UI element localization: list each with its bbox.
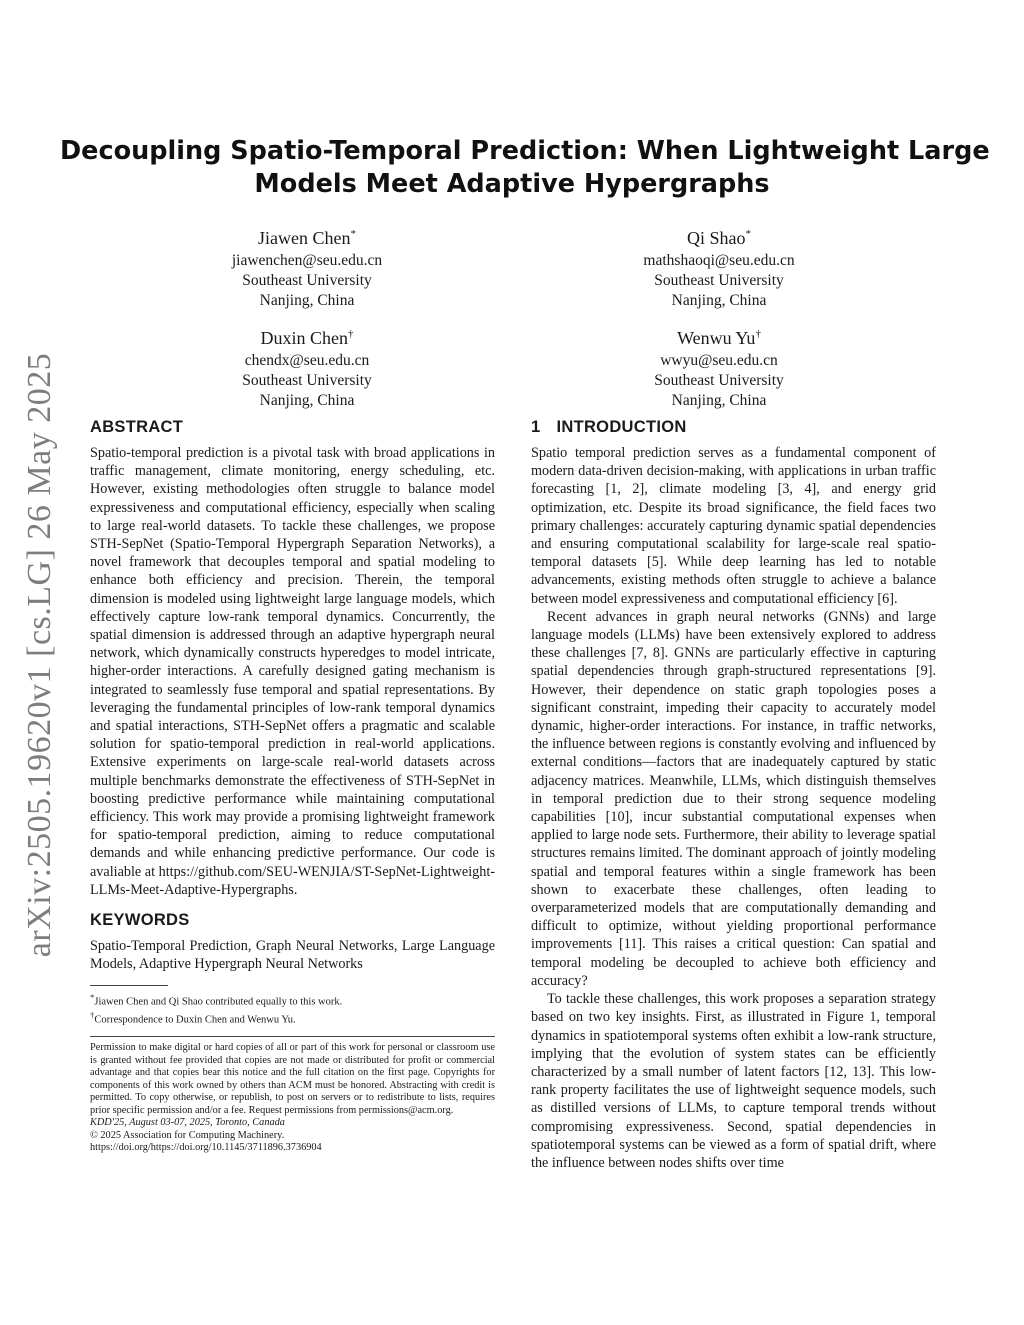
author-block-3: [157, 322, 457, 411]
introduction-heading: 1 INTRODUCTION: [531, 418, 687, 436]
abstract-heading: ABSTRACT: [90, 418, 184, 436]
footnote-correspondence: †Correspondence to Duxin Chen and Wenwu Yu.: [90, 1009, 296, 1026]
permission-text: Permission to make digital or hard copies of all or part of this work for personal or classroom use is granted without fee provided that copies are not made or distributed for profit or commercial advantage and that copies bear this notice and the full citation on the first page. Copyrights for components of this work owned by others than ACM must be honored. Abstracting with credit is permitted. To copy otherwise, or republish, to post on servers or to redistribute to lists, requires prior specific permission and/or a fee. Request permissions from permissions@acm.org.: [90, 1042, 495, 1116]
permission-rule: [90, 1036, 495, 1037]
left-column: [90, 416, 495, 1155]
author-name: Jiawen Chen*: [258, 228, 356, 248]
section-number: 1: [531, 418, 541, 436]
author-email: chendx@seu.edu.cn: [244, 352, 370, 369]
abstract-text: Spatio-temporal prediction is a pivotal task with broad applications in traffic management, climate monitoring, energy scheduling, etc. However, existing methodologies often struggle to balance model expressiveness and computational efficiency, especially when scaling to large real-world datasets. To tackle these challenges, we propose STH-SepNet (Spatio-Temporal Hypergraph Separation Networks), a novel framework that decouples temporal and spatial modeling to enhance both efficiency and precision. Therein, the temporal dimension is modeled using lightweight large language models, which effectively capture low-rank temporal dynamics. Concurrently, the spatial dimension is addressed through an adaptive hypergraph neural network, which dynamically constructs hyperedges to model intricate, higher-order interactions. A carefully designed gating mechanism is integrated to seamlessly fuse temporal and spatial representations. By leveraging the fundamental principles of low-rank temporal dynamics and spatial interactions, STH-SepNet offers a pragmatic and scalable solution for spatio-temporal prediction in real-world applications. Extensive experiments on large-scale real-world datasets across multiple benchmarks demonstrate the effectiveness of STH-SepNet in boosting predictive performance while maintaining computational efficiency. This work may provide a promising lightweight framework for spatio-temporal prediction, aiming to reduce computational demands and while enhancing predictive performance. Our code is avaliable at https://github.com/SEU-WENJIA/ST-SepNet-Lightweight-LLMs-Meet-Adaptive-Hypergraphs.: [90, 445, 495, 898]
author-email: mathshaoqi@seu.edu.cn: [643, 252, 795, 269]
intro-paragraph: To tackle these challenges, this work proposes a separation strategy based on two key insights. First, as illustrated in Figure 1, temporal dynamics in spatiotemporal systems often exhibit a low-rank structure, implying that the evolution of system states can be efficiently characterized by a small number of latent factors [12, 13]. This low-rank property facilitates the use of lightweight sequence models, such as distilled versions of LLMs, to capture temporal trends without compromising expressiveness. Second, spatial dependencies in spatiotemporal systems can be viewed as a form of spatial drift, where the influence between nodes shifts over time: [531, 991, 936, 1171]
author-affiliation: Southeast University: [654, 272, 784, 289]
keywords-section: [90, 909, 495, 973]
copyright-line: © 2025 Association for Computing Machinery.: [90, 1129, 285, 1141]
intro-paragraph: Spatio temporal prediction serves as a fundamental component of modern data-driven decision-making, with applications in urban traffic forecasting [1, 2], climate modeling [3, 4], and energy grid optimization, etc. Despite its broad significance, the field faces two primary challenges: accurately capturing dynamic spatial dependencies and ensuring computational scalability for large-scale real spatio-temporal datasets [5]. While deep learning has led to notable advancements, existing methods often struggle to achieve a balance between model expressiveness and computational efficiency [6].: [531, 445, 936, 607]
author-location: Nanjing, China: [671, 392, 767, 409]
arxiv-identifier: arXiv:2505.19620v1 [cs.LG] 26 May 2025: [21, 352, 58, 958]
author-email: wwyu@seu.edu.cn: [660, 352, 778, 369]
title-line-1: Decoupling Spatio-Temporal Prediction: When Lightweight Large: [60, 136, 990, 166]
author-email: jiawenchen@seu.edu.cn: [231, 252, 383, 269]
corresponding-mark: †: [348, 328, 354, 340]
author-location: Nanjing, China: [259, 392, 355, 409]
author-name: Wenwu Yu†: [677, 328, 761, 348]
author-block-4: [569, 322, 869, 411]
author-location: Nanjing, China: [671, 292, 767, 309]
author-name: Duxin Chen†: [260, 328, 354, 348]
title-line-2: Models Meet Adaptive Hypergraphs: [254, 169, 770, 199]
footnote-equal-contribution: *Jiawen Chen and Qi Shao contributed equally to this work.: [90, 992, 343, 1008]
author-block-1: [157, 222, 457, 311]
equal-contribution-mark: *: [745, 228, 751, 240]
right-column: [531, 416, 936, 1172]
footnotes: [90, 985, 495, 1155]
corresponding-mark: †: [755, 328, 761, 340]
author-affiliation: Southeast University: [654, 372, 784, 389]
author-block-2: [569, 222, 869, 311]
paper-title: [60, 135, 990, 201]
intro-paragraph: Recent advances in graph neural networks (GNNs) and large language models (LLMs) have been extensively explored to address these challenges [7, 8]. GNNs are particularly effective in capturing spatial dependencies through graph-structured representations [9]. However, their dependence on static graph topologies poses a significant constraint, impeding their capacity to accurately model dynamic, higher-order interactions. For instance, in traffic networks, the influence between regions is constantly evolving and influenced by external conditions—factors that are inadequately captured by static adjacency matrices. Meanwhile, LLMs, which distinguish themselves in temporal prediction due to their strong sequence modeling capabilities [10], incur substantial computational expenses when applied to large node sets. Furthermore, their ability to leverage spatial structures remains limited. The dominant approach of jointly modeling spatial and temporal features within a single framework has been shown to exacerbate these challenges, often leading to overparameterized models that are computationally demanding and difficult to optimize, without yielding proportional performance improvements [11]. This raises a critical question: Can spatial and temporal modeling be decoupled to achieve both efficiency and accuracy?: [531, 608, 936, 989]
equal-contribution-mark: *: [350, 228, 356, 240]
keywords-heading: KEYWORDS: [90, 911, 190, 930]
permission-block: [90, 1042, 495, 1155]
author-affiliation: Southeast University: [242, 272, 372, 289]
conference-info: KDD'25, August 03-07, 2025, Toronto, Canada: [90, 1117, 285, 1129]
doi-link[interactable]: https://doi.org/https://doi.org/10.1145/3711896.3736904: [90, 1142, 322, 1154]
keywords-text: Spatio-Temporal Prediction, Graph Neural Networks, Large Language Models, Adaptive Hypergraph Neural Networks: [90, 938, 495, 973]
author-name: Qi Shao*: [687, 228, 751, 248]
footnote-rule: [90, 985, 168, 986]
author-location: Nanjing, China: [259, 292, 355, 309]
author-affiliation: Southeast University: [242, 372, 372, 389]
